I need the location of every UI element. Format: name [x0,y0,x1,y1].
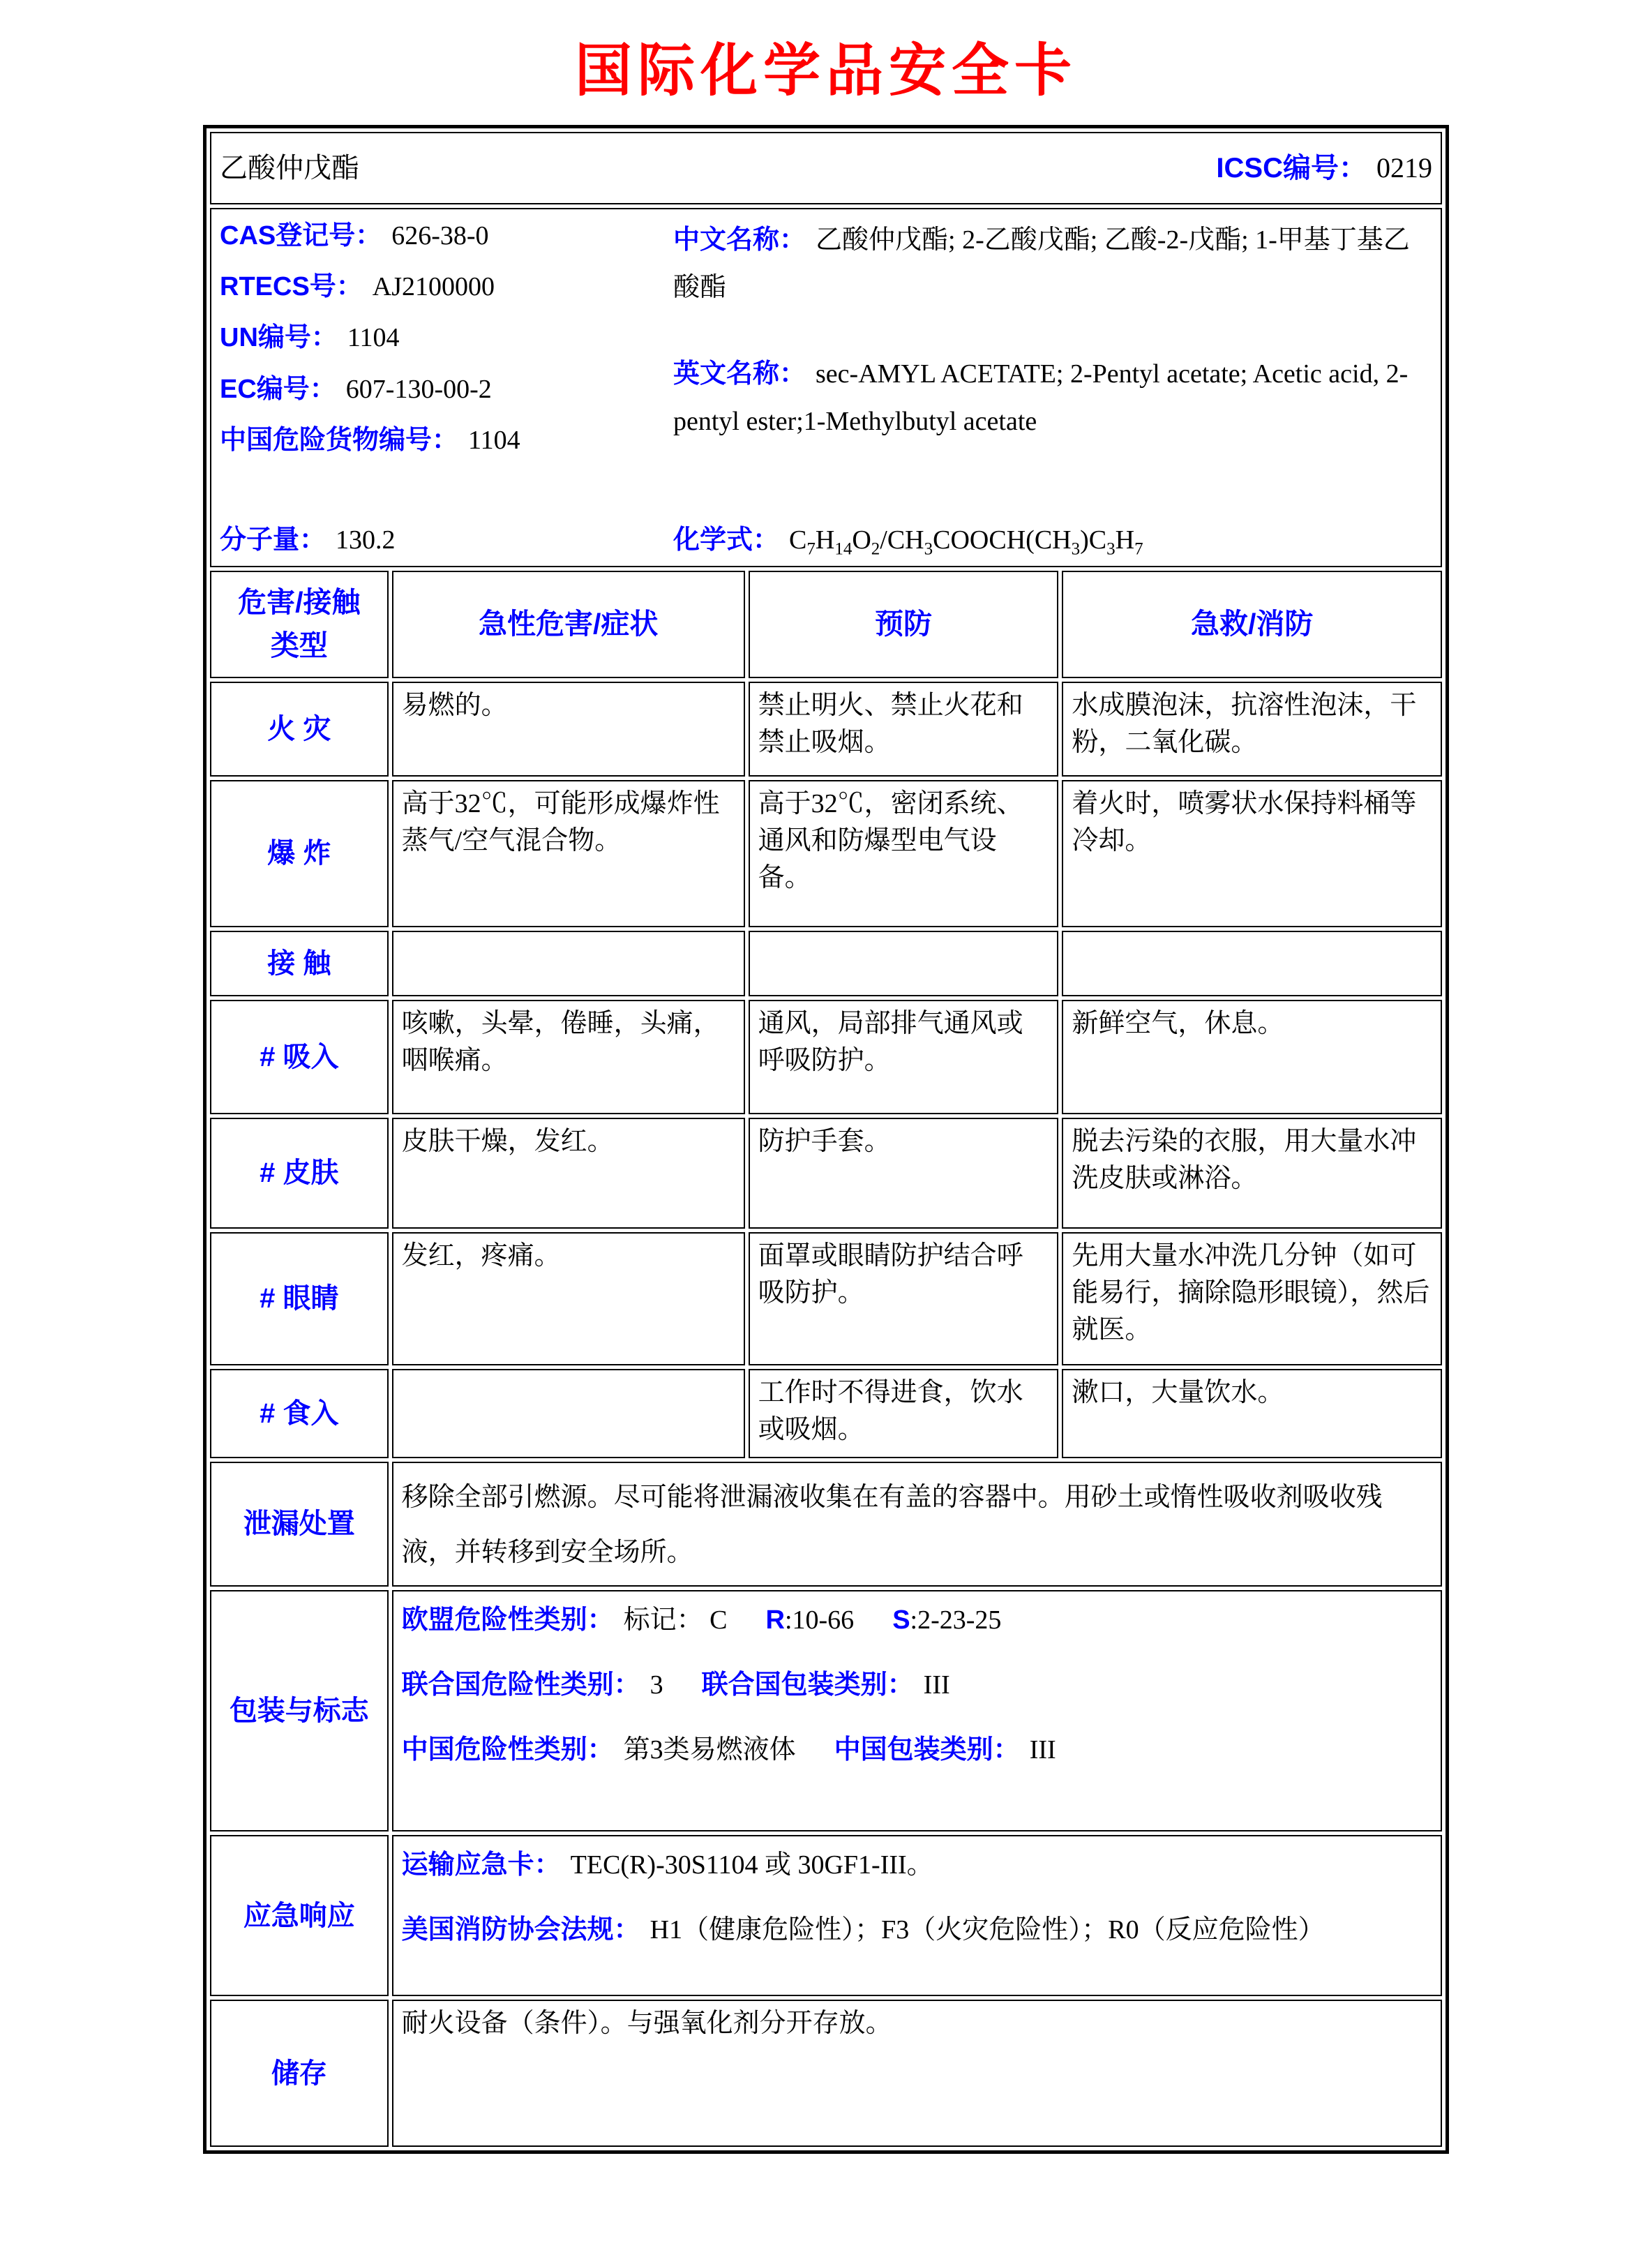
un-hazard-class-line: 联合国危险性类别： 3 联合国包装类别： III [401,1670,950,1700]
english-names-value: sec-AMYL ACETATE; 2-Pentyl acetate; Acetic acid, 2-pentyl ester;1-Methylbutyl acetate [673,359,1409,437]
eu-hazard-class-line: 欧盟危险性类别： 标记： C R:10-66 S:2-23-25 [401,1605,1002,1635]
registry-block [220,213,666,473]
storage-content: 耐火设备（条件）。与强氧化剂分开存放。 [392,2000,1442,2147]
card-header-row [210,132,1442,204]
spill-row [210,1462,1442,1587]
inhalation-prevention-cell: 通风，局部排气通风或呼吸防护。 [749,1000,1059,1114]
nfpa-line: 美国消防协会法规： H1（健康危险性）；F3（火灾危险性）；R0（反应危险性） [401,1915,1325,1945]
eyes-row [210,1232,1442,1365]
skin-response-cell: 脱去污染的衣服，用大量水冲洗皮肤或淋浴。 [1062,1118,1442,1229]
molecular-weight [220,522,666,562]
contact-row [210,931,1442,996]
cas-label: CAS登记号： [220,221,382,250]
fire-hazard-cell: 易燃的。 [392,682,745,777]
chemical-formula-label: 化学式： [673,525,780,555]
header-acute-hazards: 急性危害/症状 [392,571,745,678]
cn-dg-label: 中国危险货物编号： [220,425,459,455]
ingestion-prevention-cell: 工作时不得进食，饮水或吸烟。 [749,1369,1059,1458]
ec-label: EC编号： [220,374,336,404]
un-label: UN编号： [220,323,338,353]
rtecs-value: AJ2100000 [372,272,495,302]
cas-value: 626-38-0 [391,221,489,250]
inhalation-hazard-cell: 咳嗽，头晕，倦睡，头痛，咽喉痛。 [392,1000,745,1114]
contact-response-cell [1062,931,1442,996]
cas-line [220,218,666,255]
emergency-row-label: 应急响应 [210,1835,389,1996]
page-title: 国际化学品安全卡 [574,39,1077,103]
explosion-prevention-cell: 高于32℃，密闭系统、通风和防爆型电气设备。 [749,780,1059,927]
chemical-formula: $C_7H_{14}O_2/CH_3COOCH(CH_3)C_3H_7$ [789,525,1143,559]
fire-row-label: 火 灾 [210,682,389,777]
chinese-names-value: 乙酸仲戊酯; 2-乙酸戊酯; 乙酸-2-戊酯; 1-甲基丁基乙酸酯 [673,225,1410,303]
icsc-label: ICSC编号： [1216,153,1367,183]
transport-emergency-card-line: 运输应急卡： TEC(R)-30S1104 或 30GF1-III。 [401,1850,933,1880]
hazard-table-header-row [210,571,1442,678]
packaging-content [392,1590,1442,1831]
rtecs-line [220,269,666,306]
packaging-row [210,1590,1442,1831]
un-line [220,320,666,357]
explosion-row [210,780,1442,927]
storage-row-label: 储存 [210,2000,389,2147]
english-names [673,350,1432,446]
spill-content: 移除全部引燃源。尽可能将泄漏液收集在有盖的容器中。用砂土或惰性吸收剂吸收残液，并转移到安全场所。 [392,1462,1442,1587]
eyes-prevention-cell: 面罩或眼睛防护结合呼吸防护。 [749,1232,1059,1365]
inhalation-response-cell: 新鲜空气，休息。 [1062,1000,1442,1114]
rtecs-label: RTECS号： [220,272,363,302]
ingestion-hazard-cell [392,1369,745,1458]
packaging-row-label: 包装与标志 [210,1590,389,1831]
chinese-names-label: 中文名称： [673,225,806,255]
molecular-row [220,522,1432,562]
info-row [210,208,1442,567]
ingestion-row [210,1369,1442,1458]
contact-row-label: 接 触 [210,931,389,996]
molecular-weight-label: 分子量： [220,525,326,555]
chinese-names [673,216,1432,312]
ingestion-row-label: # 食入 [210,1369,389,1458]
fire-row [210,682,1442,777]
info-cell [210,208,1442,567]
header-hazard-type: 危害/接触 类型 [210,571,389,678]
emergency-row [210,1835,1442,1996]
safety-card-table [203,125,1449,2154]
icsc-value: 0219 [1376,152,1432,183]
skin-prevention-cell: 防护手套。 [749,1118,1059,1229]
spill-row-label: 泄漏处置 [210,1462,389,1587]
names-block [666,213,1432,473]
explosion-hazard-cell: 高于32℃，可能形成爆炸性蒸气/空气混合物。 [392,780,745,927]
molecular-weight-value: 130.2 [336,525,396,555]
chemical-name: 乙酸仲戊酯 [220,152,359,183]
explosion-row-label: 爆 炸 [210,780,389,927]
contact-hazard-cell [392,931,745,996]
skin-row [210,1118,1442,1229]
contact-prevention-cell [749,931,1059,996]
fire-prevention-cell: 禁止明火、禁止火花和禁止吸烟。 [749,682,1059,777]
cn-dg-value: 1104 [468,425,520,455]
explosion-response-cell: 着火时，喷雾状水保持料桶等冷却。 [1062,780,1442,927]
eyes-hazard-cell: 发红，疼痛。 [392,1232,745,1365]
header-first-aid: 急救/消防 [1062,571,1442,678]
header-prevention: 预防 [749,571,1059,678]
english-names-label: 英文名称： [673,359,806,389]
eyes-row-label: # 眼睛 [210,1232,389,1365]
cn-dg-line [220,422,666,459]
inhalation-row-label: # 吸入 [210,1000,389,1114]
ec-value: 607-130-00-2 [345,374,492,404]
inhalation-row [210,1000,1442,1114]
cn-hazard-class-line: 中国危险性类别： 第3类易燃液体 中国包装类别： III [401,1735,1056,1765]
card-header-cell [210,132,1442,204]
storage-row [210,2000,1442,2147]
skin-hazard-cell: 皮肤干燥，发红。 [392,1118,745,1229]
skin-row-label: # 皮肤 [210,1118,389,1229]
fire-response-cell: 水成膜泡沫，抗溶性泡沫，干粉，二氧化碳。 [1062,682,1442,777]
ec-line [220,371,666,408]
un-value: 1104 [347,323,400,353]
icsc-number [1216,149,1432,188]
emergency-content [392,1835,1442,1996]
ingestion-response-cell: 漱口，大量饮水。 [1062,1369,1442,1458]
chemical-formula-line [666,522,1432,562]
eyes-response-cell: 先用大量水冲洗几分钟（如可能易行，摘除隐形眼镜），然后就医。 [1062,1232,1442,1365]
